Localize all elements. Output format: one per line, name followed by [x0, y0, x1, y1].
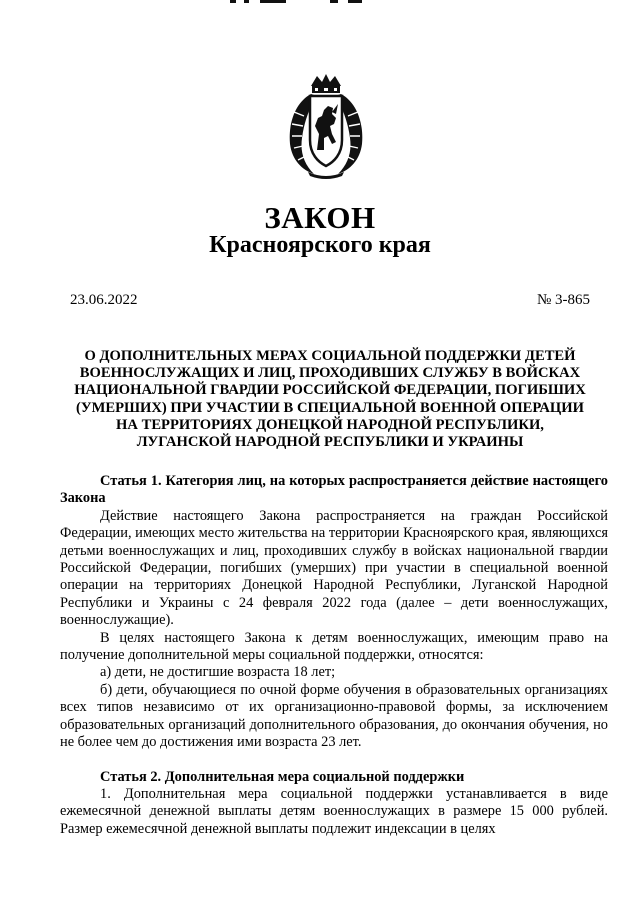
- law-date: 23.06.2022: [70, 292, 138, 308]
- title-line: (УМЕРШИХ) ПРИ УЧАСТИИ В СПЕЦИАЛЬНОЙ ВОЕННОЙ ОПЕРАЦИИ: [76, 399, 584, 416]
- issuing-region: Красноярского края: [209, 232, 431, 258]
- title-line: НАЦИОНАЛЬНОЙ ГВАРДИИ РОССИЙСКОЙ ФЕДЕРАЦИИ, ПОГИБШИХ: [74, 382, 586, 399]
- title-line: НА ТЕРРИТОРИЯХ ДОНЕЦКОЙ НАРОДНОЙ РЕСПУБЛИКИ,: [116, 416, 544, 433]
- law-number: № 3-865: [536, 292, 590, 308]
- law-body: [60, 473, 608, 838]
- article-1-item-b: б) дети, обучающиеся по очной форме обучения в образовательных организациях всех типов независимо от их организационно-правовой формы, за исключением образовательных организаций дополнительного образования, до окончания обучения, но не более чем до достижения ими возраста 23 лет.: [60, 681, 608, 751]
- law-title: [60, 348, 600, 451]
- article-2-heading: Статья 2. Дополнительная мера социальной поддержки: [100, 768, 465, 785]
- article-1-paragraph: Действие настоящего Закона распространяется на граждан Российской Федерации, имеющих место жительства на территории Красноярского края, являющихся детьми военнослужащих и лиц, проходивших службу в войсках национальной гвардии Российской Федерации, погибших (умерших) при участии в специальной военной операции на территориях Донецкой Народной Республики, Луганской Народной Республики и Украины с 24 февраля 2022 года (далее – дети военнослужащих, военнослужащие).: [60, 507, 609, 629]
- document-type-title: ЗАКОН: [264, 200, 376, 235]
- article-1-heading: Статья 1. Категория лиц, на которых распространяется действие настоящего Закона: [60, 473, 608, 507]
- scan-artifact: [230, 0, 380, 4]
- article-2-paragraph: 1. Дополнительная мера социальной поддержки устанавливается в виде ежемесячной денежной выплаты детям военнослужащих в размере 15 000 рублей. Размер ежемесячной денежной выплаты подлежит индексации в целях: [60, 785, 608, 837]
- article-1-item-a: а) дети, не достигшие возраста 18 лет;: [100, 664, 336, 681]
- law-metadata: [70, 292, 590, 309]
- title-line: ЛУГАНСКОЙ НАРОДНОЙ РЕСПУБЛИКИ И УКРАИНЫ: [136, 434, 524, 451]
- krasnoyarsk-coat-of-arms-icon: [284, 72, 368, 182]
- article-1-paragraph: В целях настоящего Закона к детям военнослужащих, имеющим право на получение дополнительной меры социальной поддержки, относятся:: [60, 629, 608, 664]
- title-line: ВОЕННОСЛУЖАЩИХ И ЛИЦ, ПРОХОДИВШИХ СЛУЖБУ В ВОЙСКАХ: [79, 365, 581, 382]
- title-line: О ДОПОЛНИТЕЛЬНЫХ МЕРАХ СОЦИАЛЬНОЙ ПОДДЕРЖКИ ДЕТЕЙ: [84, 348, 576, 364]
